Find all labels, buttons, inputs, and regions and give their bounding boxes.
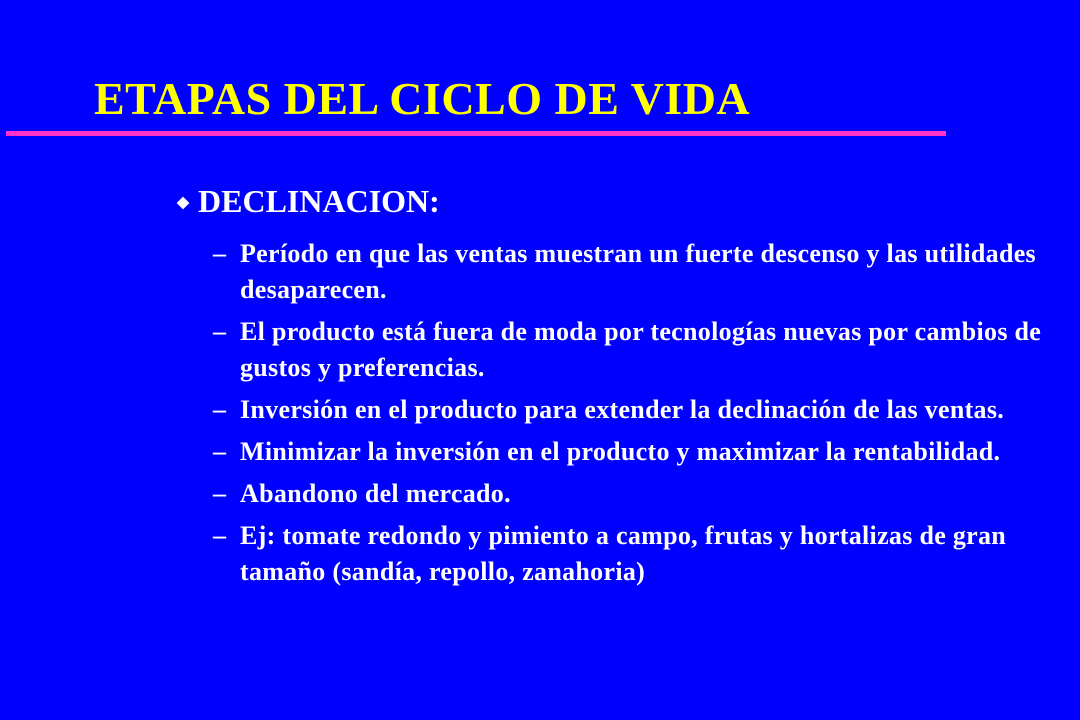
item-text: Período en que las ventas muestran un fuerte descenso y las utilidades desaparecen.	[240, 239, 1036, 304]
dash-marker: –	[213, 521, 227, 550]
list-item	[213, 392, 1073, 428]
list-item	[213, 434, 1073, 470]
list-item	[213, 476, 1073, 512]
section-heading: DECLINACION:	[198, 183, 440, 219]
dash-marker: –	[213, 437, 227, 466]
slide-title: ETAPAS DEL CICLO DE VIDA	[94, 73, 751, 124]
title-underline	[6, 131, 946, 136]
dash-marker: –	[213, 479, 227, 508]
dash-marker: –	[213, 317, 227, 346]
dash-marker: –	[213, 239, 227, 268]
diamond-bullet-icon	[176, 196, 190, 210]
list-item	[213, 314, 1073, 386]
sub-bullet-list	[213, 236, 1073, 596]
list-item	[213, 236, 1073, 308]
list-item	[213, 518, 1073, 590]
item-text: Abandono del mercado.	[240, 479, 511, 508]
main-bullet	[176, 183, 440, 220]
item-text: El producto está fuera de moda por tecnologías nuevas por cambios de gustos y preferencias.	[240, 317, 1042, 382]
item-text: Minimizar la inversión en el producto y maximizar la rentabilidad.	[240, 437, 1001, 466]
dash-marker: –	[213, 395, 227, 424]
item-text: Inversión en el producto para extender la declinación de las ventas.	[240, 395, 1005, 424]
item-text: Ej: tomate redondo y pimiento a campo, frutas y hortalizas de gran tamaño (sandía, repollo, zanahoria)	[240, 521, 1007, 586]
